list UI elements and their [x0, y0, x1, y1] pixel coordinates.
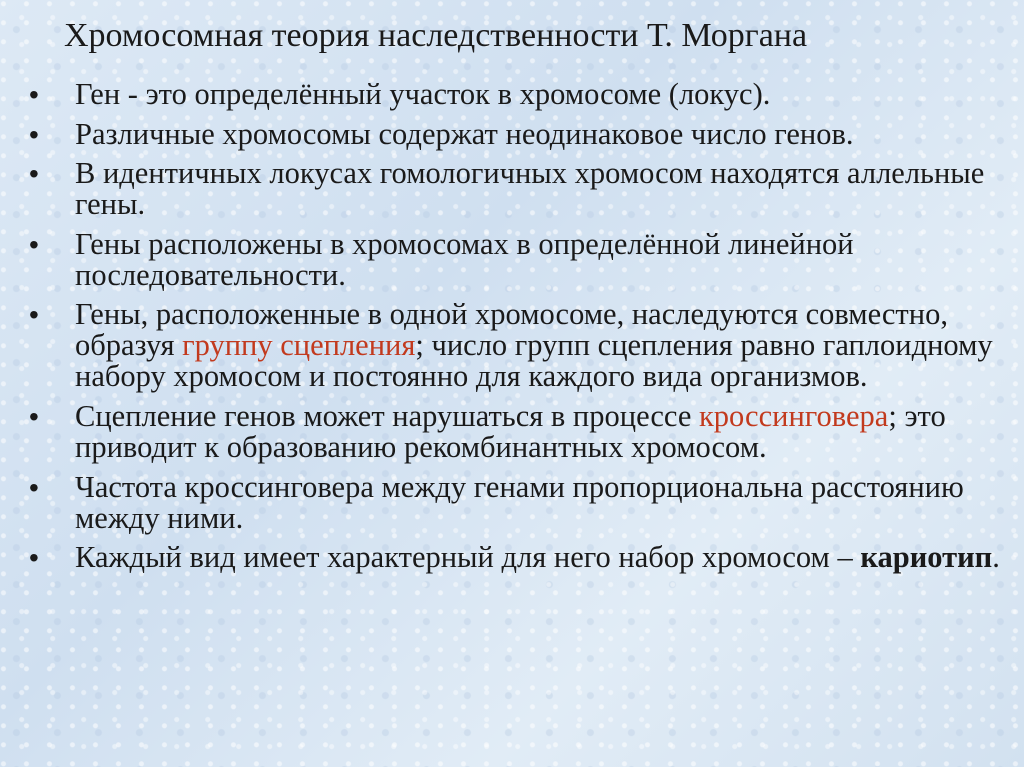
item-text: Гены расположены в хромосомах в определённой линейной последовательности. [75, 226, 854, 292]
slide-title: Хромосомная теория наследственности Т. Моргана [64, 17, 808, 54]
item-text-start: Гены, расположенные в одной хромосоме, наследуются совместно, образуя [75, 297, 948, 363]
list-item [22, 226, 1017, 292]
term-linkage-group: группу сцепления [182, 328, 416, 363]
item-text: Частота кроссинговера между генами пропорциональна расстоянию между ними. [75, 469, 964, 535]
item-text: В идентичных локусах гомологичных хромосом находятся аллельные гены. [75, 156, 985, 222]
item-text-start: Сцепление генов может нарушаться в процессе [75, 398, 699, 433]
item-text-end: . [992, 540, 1000, 575]
list-item [22, 116, 1017, 151]
list-item [22, 398, 1017, 464]
bullet-icon: • [29, 471, 39, 503]
list-item [22, 542, 1017, 573]
bullet-icon: • [29, 79, 39, 110]
item-text [75, 299, 1017, 392]
bullet-icon: • [29, 542, 39, 574]
item-text-end: ; число групп сцепления равно гаплоидному набору хромосом и постоянно для каждого вида организмов. [75, 328, 993, 394]
item-text-start: Каждый вид имеет характерный для него набор хромосом – [75, 540, 861, 575]
item-text-end: ; это приводит к образованию рекомбинантных хромосом. [75, 398, 946, 464]
list-item [22, 79, 1017, 110]
bullet-list [22, 79, 1017, 582]
list-item [22, 469, 1017, 535]
term-karyotype: кариотип [860, 540, 993, 575]
item-text [75, 398, 1017, 464]
bullet-icon: • [29, 400, 39, 432]
bullet-icon: • [29, 118, 39, 150]
item-text: Ген - это определённый участок в хромосоме (локус). [75, 77, 771, 111]
item-text [75, 542, 1017, 573]
bullet-icon: • [29, 228, 39, 260]
bullet-icon: • [29, 299, 39, 331]
list-item [22, 158, 1017, 220]
item-text: Различные хромосомы содержат неодинаковое число генов. [75, 116, 854, 151]
list-item [22, 299, 1017, 392]
bullet-icon: • [29, 158, 39, 190]
term-crossing-over: кроссинговера [698, 398, 889, 433]
